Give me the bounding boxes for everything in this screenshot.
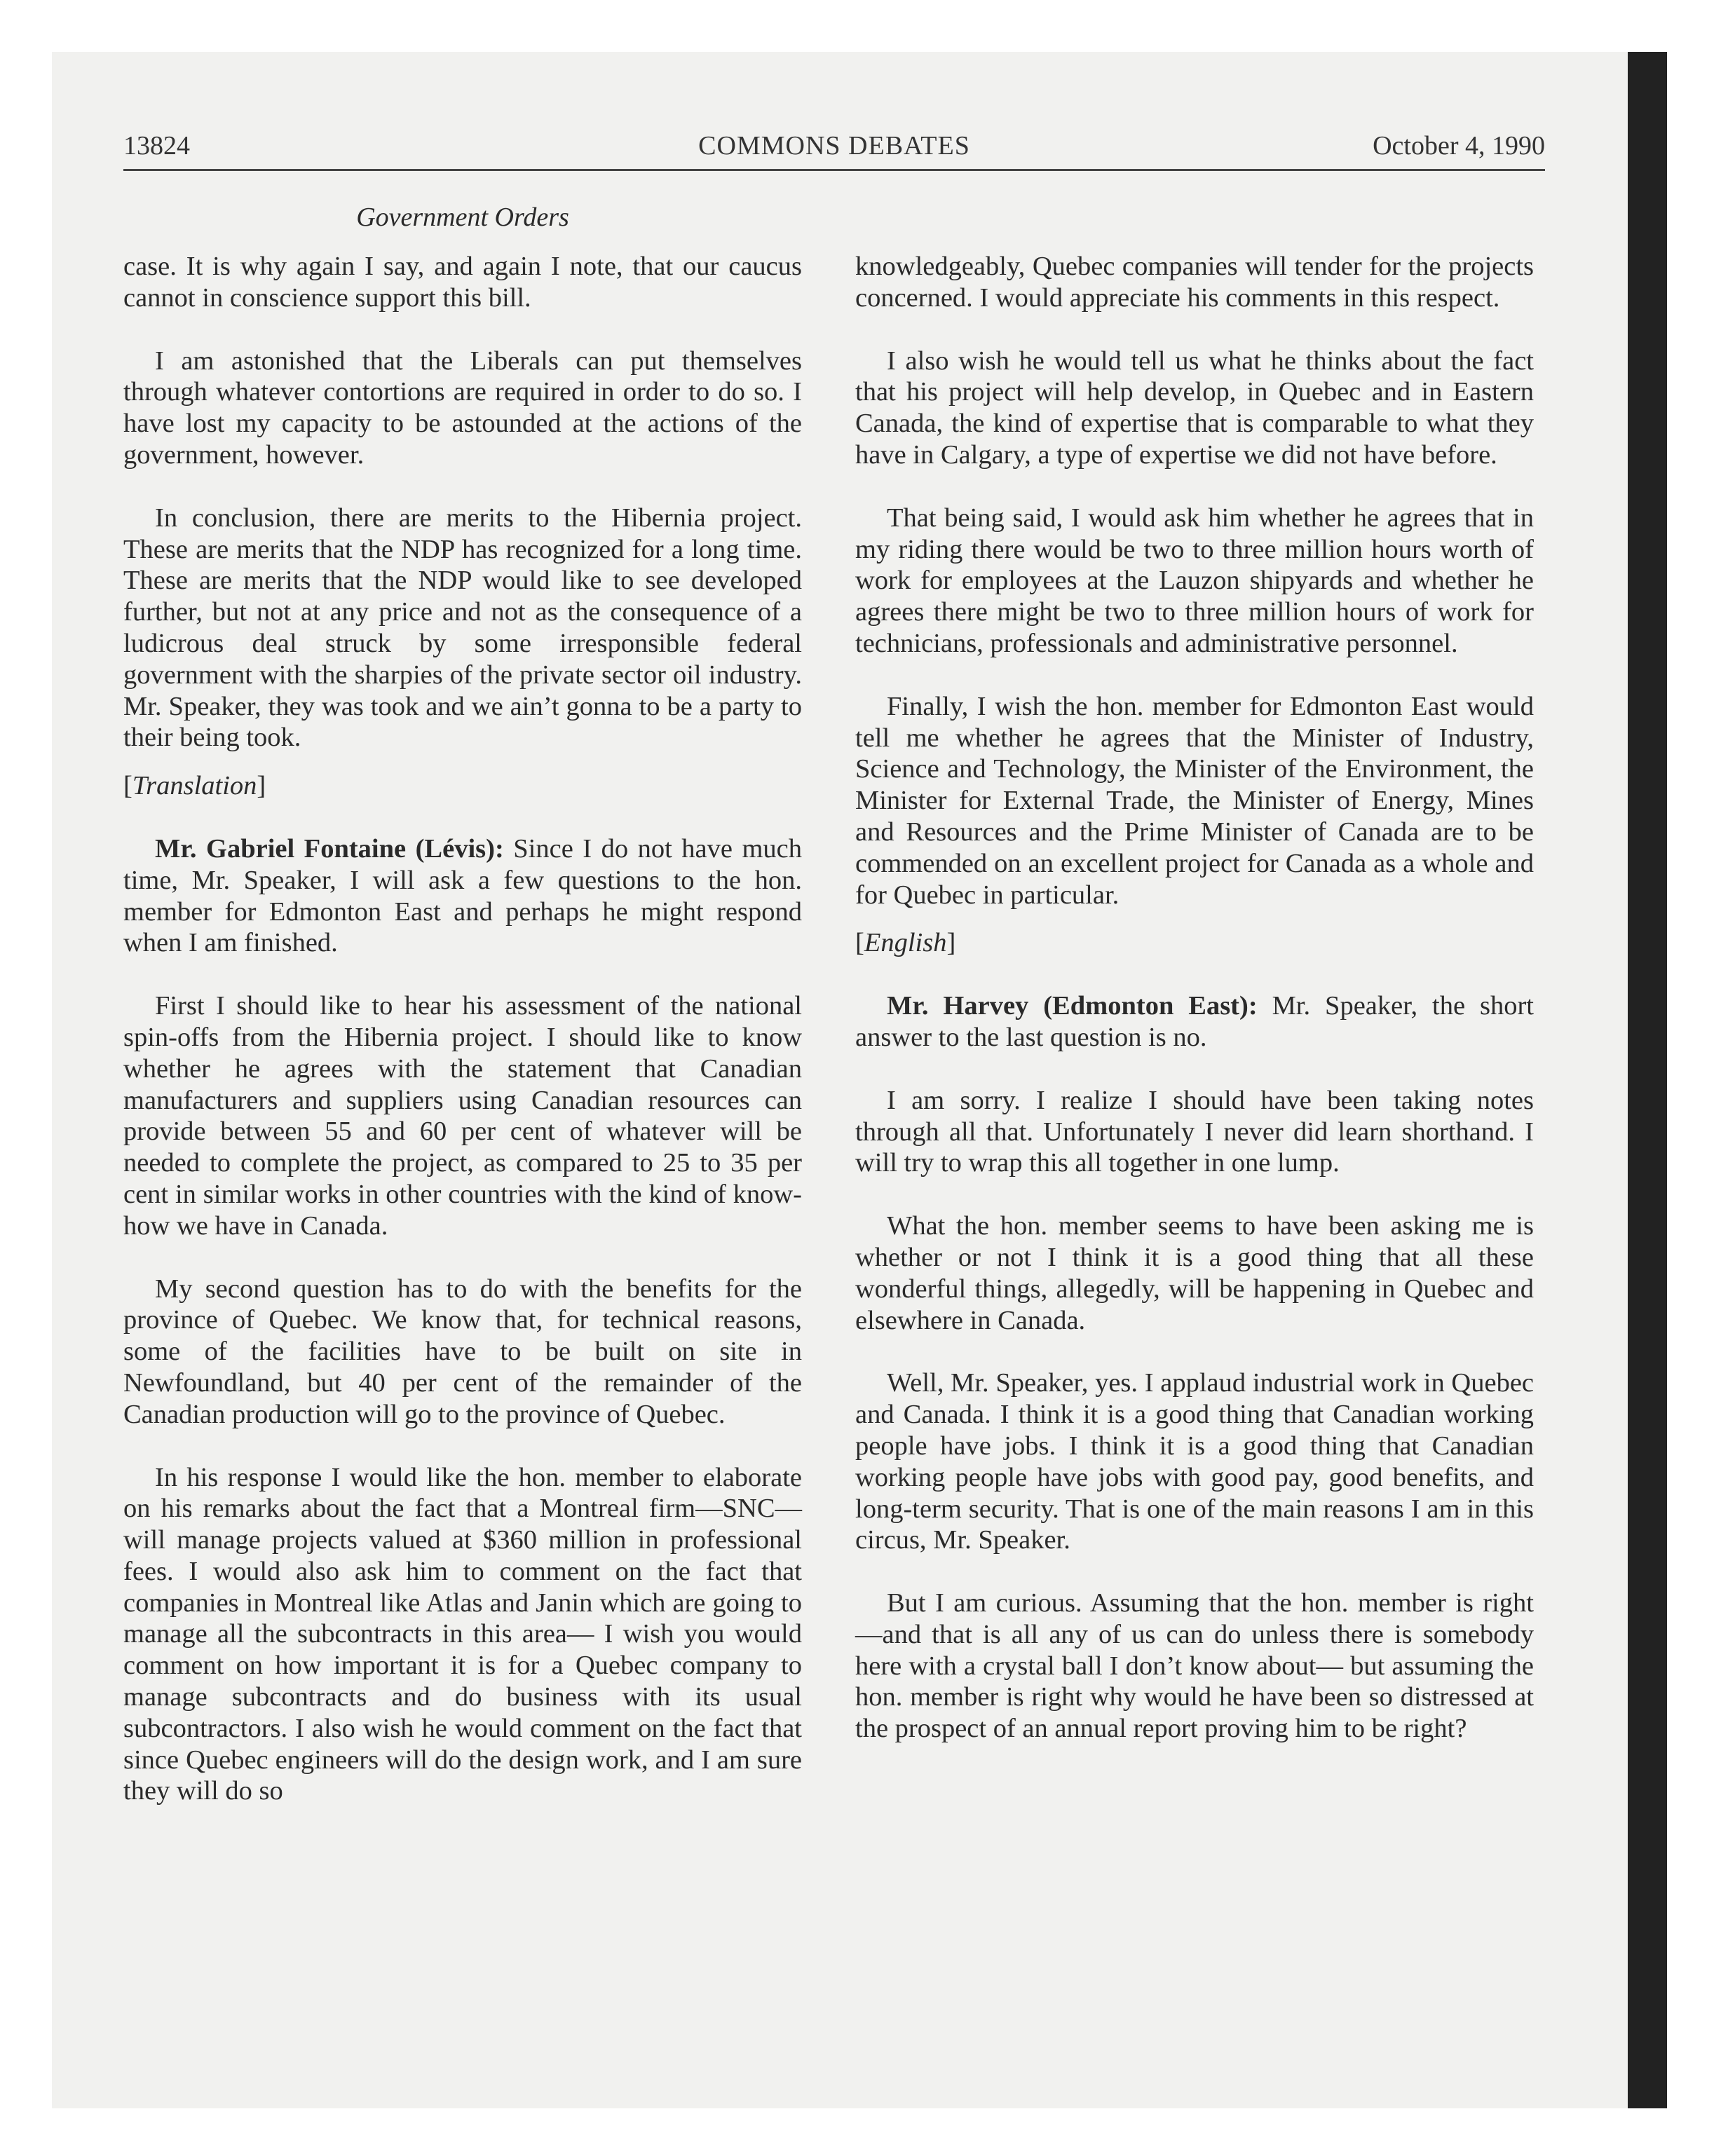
paragraph: In conclusion, there are merits to the Hibernia project. These are merits that the NDP has recognized for a long time. These are merits that the NDP would like to see developed further, but not at any price and not as the consequence of a ludicrous deal struck by some irresponsible federal government with the sharpies of the private sector oil industry. Mr. Speaker, they was took and we ain’t gonna to be a party to their being took.	[123, 503, 802, 753]
language-tag: [English]	[855, 928, 956, 958]
paragraph: case. It is why again I say, and again I note, that our caucus cannot in conscience support this bill.	[123, 252, 802, 313]
paragraph: In his response I would like the hon. member to elaborate on his remarks about the fact that a Montreal firm—SNC—will manage projects valued at $360 million in professional fees. I would also ask him to comment on the fact that companies in Montreal like Atlas and Janin which are going to manage all the subcontracts in this area— I wish you would comment on how important it is for a Quebec company to manage subcontracts and do business with its usual subcontractors. I also wish he would comment on the fact that since Quebec engineers will do the design work, and I am sure they will do so	[123, 1462, 802, 1806]
left-column	[123, 251, 802, 1838]
publication-title: COMMONS DEBATES	[698, 131, 970, 161]
paragraph: My second question has to do with the benefits for the province of Quebec. We know that, for technical reasons, some of the facilities have to be built on site in Newfoundland, but 40 per cent of the remainder of the Canadian production will go to the province of Quebec.	[123, 1274, 802, 1429]
header-rule	[123, 169, 1545, 171]
section-label: Government Orders	[356, 203, 569, 232]
page-header	[123, 125, 1545, 167]
paragraph: I am sorry. I realize I should have been taking notes through all that. Unfortunately I never did learn shorthand. I will try to wrap this all together in one lump.	[855, 1085, 1534, 1178]
paragraph: What the hon. member seems to have been asking me is whether or not I think it is a good thing that all these wonderful things, allegedly, will be happening in Quebec and elsewhere in Canada.	[855, 1211, 1534, 1335]
language-tag: [Translation]	[123, 771, 266, 801]
speaker-name: Mr. Gabriel Fontaine (Lévis):	[155, 833, 504, 864]
paragraph: First I should like to hear his assessment of the national spin-offs from the Hibernia project. I should like to know whether he agrees with the statement that Canadian manufacturers and suppliers using Canadian resources can provide between 55 and 60 per cent of whatever will be needed to complete the project, as compared to 25 to 35 per cent in similar works in other countries with the kind of know-how we have in Canada.	[123, 991, 802, 1241]
paragraph: Well, Mr. Speaker, yes. I applaud industrial work in Quebec and Canada. I think it is a good thing that Canadian working people have jobs. I think it is a good thing that Canadian working people have jobs with good pay, good benefits, and long-term security. That is one of the main reasons I am in this circus, Mr. Speaker.	[855, 1368, 1534, 1555]
paragraph: I am astonished that the Liberals can put themselves through whatever contortions are required in order to do so. I have lost my capacity to be astounded at the actions of the government, however.	[123, 346, 802, 470]
right-column	[855, 251, 1534, 1776]
scan-edge-shadow	[1628, 52, 1667, 2108]
paragraph: That being said, I would ask him whether he agrees that in my riding there would be two to three million hours worth of work for employees at the Lauzon shipyards and whether he agrees there might be two to three million hours of work for technicians, professionals and administrative personnel.	[855, 503, 1534, 658]
paragraph: knowledgeably, Quebec companies will tender for the projects concerned. I would appreciate his comments in this respect.	[855, 252, 1534, 313]
paragraph: I also wish he would tell us what he thinks about the fact that his project will help develop, in Quebec and in Eastern Canada, the kind of expertise that is comparable to what they have in Calgary, a type of expertise we did not have before.	[855, 346, 1534, 470]
speaker-name: Mr. Harvey (Edmonton East):	[887, 991, 1258, 1021]
paragraph: Finally, I wish the hon. member for Edmonton East would tell me whether he agrees that the Minister of Industry, Science and Technology, the Minister of the Environment, the Minister for External Trade, the Minister of Energy, Mines and Resources and the Prime Minister of Canada are to be commended on an excellent project for Canada as a whole and for Quebec in particular.	[855, 691, 1534, 910]
paragraph: But I am curious. Assuming that the hon. member is right—and that is all any of us can do unless there is somebody here with a crystal ball I don’t know about— but assuming the hon. member is right why would he have been so distressed at the prospect of an annual report proving him to be right?	[855, 1588, 1534, 1744]
page-number: 13824	[123, 131, 190, 161]
speech-paragraph: Mr. Gabriel Fontaine (Lévis): Since I do not have much time, Mr. Speaker, I will ask a few questions to the hon. member for Edmonton East and perhaps he might respond when I am finished.	[123, 833, 802, 958]
speech-paragraph: Mr. Harvey (Edmonton East): Mr. Speaker, the short answer to the last question is no.	[855, 991, 1534, 1052]
page-date: October 4, 1990	[1373, 131, 1545, 161]
